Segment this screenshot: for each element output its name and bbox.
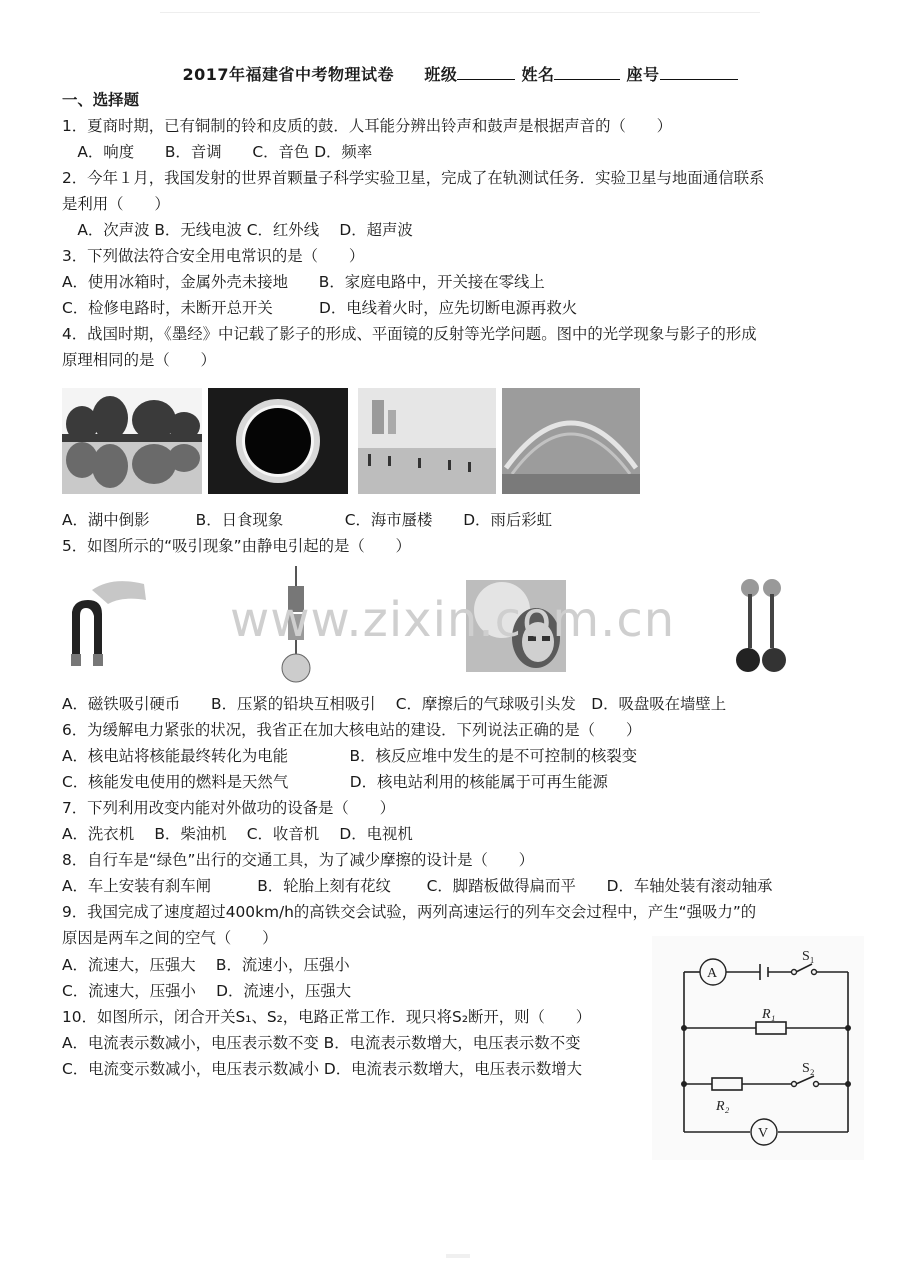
q3-options-ab: A．使用冰箱时，金属外壳未接地 B．家庭电路中，开关接在零线上 bbox=[62, 273, 545, 291]
q4-stem: 4．战国时期，《墨经》中记载了影子的形成、平面镜的反射等光学问题。图中的光学现象与影子的形成 bbox=[62, 325, 757, 343]
suction-cup-image bbox=[732, 574, 790, 678]
q6-options-cd: C．核能发电使用的燃料是天然气 D．核电站利用的核能属于可再生能源 bbox=[62, 773, 608, 791]
q7-stem: 7．下列利用改变内能对外做功的设备是（ ） bbox=[62, 799, 395, 817]
s1-label: S₁ bbox=[802, 949, 815, 964]
solar-eclipse-image bbox=[208, 388, 348, 494]
class-label: 班级 bbox=[424, 65, 458, 84]
page-footer-mark bbox=[446, 1254, 470, 1258]
q1-stem: 1．夏商时期，已有铜制的铃和皮质的鼓．人耳能分辨出铃声和鼓声是根据声音的（ ） bbox=[62, 117, 673, 135]
seat-label: 座号 bbox=[626, 65, 660, 84]
q6-options-ab: A．核电站将核能最终转化为电能 B．核反应堆中发生的是不可控制的核裂变 bbox=[62, 747, 638, 765]
r2-label: R₂ bbox=[716, 1099, 730, 1114]
circuit-diagram bbox=[652, 936, 864, 1160]
s2-label: S₂ bbox=[802, 1061, 815, 1076]
ammeter-label: A bbox=[707, 966, 718, 981]
q8-options: A．车上安装有刹车闸 B．轮胎上刻有花纹 C．脚踏板做得扁而平 D．车轴处装有滚动轴承 bbox=[62, 877, 773, 895]
mirage-image bbox=[358, 388, 496, 494]
q9-options-ab: A．流速大，压强大 B．流速小，压强小 bbox=[62, 956, 350, 974]
q4-options: A．湖中倒影 B．日食现象 C．海市蜃楼 D．雨后彩虹 bbox=[62, 511, 553, 529]
class-blank[interactable] bbox=[457, 65, 515, 80]
q10-options-ab: A．电流表示数减小，电压表示数不变 B．电流表示数增大，电压表示数不变 bbox=[62, 1034, 581, 1052]
q2-stem-cont: 是利用（ ） bbox=[62, 195, 170, 213]
exam-title bbox=[0, 62, 920, 85]
r1-label: R₁ bbox=[762, 1007, 776, 1022]
q9-stem-cont: 原因是两车之间的空气（ ） bbox=[62, 929, 278, 947]
q5-stem: 5．如图所示的“吸引现象”由静电引起的是（ ） bbox=[62, 537, 411, 555]
q3-stem: 3．下列做法符合安全用电常识的是（ ） bbox=[62, 247, 365, 265]
q4-stem-cont: 原理相同的是（ ） bbox=[62, 351, 216, 369]
q10-options-cd: C．电流变示数减小，电压表示数减小 D．电流表示数增大，电压表示数增大 bbox=[62, 1060, 582, 1078]
top-rule bbox=[160, 12, 760, 13]
section-heading: 一、选择题 bbox=[62, 91, 139, 109]
q10-stem: 10．如图所示，闭合开关S₁、S₂，电路正常工作．现只将S₂断开，则（ ） bbox=[62, 1008, 592, 1026]
q8-stem: 8．自行车是“绿色”出行的交通工具，为了减少摩擦的设计是（ ） bbox=[62, 851, 535, 869]
watermark: www.zixin.com.cn bbox=[230, 592, 676, 648]
name-label: 姓名 bbox=[521, 65, 555, 84]
q5-options: A．磁铁吸引硬币 B．压紧的铅块互相吸引 C．摩擦后的气球吸引头发 D．吸盘吸在墙壁上 bbox=[62, 695, 727, 713]
voltmeter-label: V bbox=[758, 1126, 769, 1141]
magnet-coins-image bbox=[62, 570, 152, 678]
q7-options: A．洗衣机 B．柴油机 C．收音机 D．电视机 bbox=[62, 825, 413, 843]
seat-blank[interactable] bbox=[660, 65, 738, 80]
lake-reflection-image bbox=[62, 388, 202, 494]
name-blank[interactable] bbox=[554, 65, 620, 80]
q3-options-cd: C．检修电路时，未断开总开关 D．电线着火时，应先切断电源再救火 bbox=[62, 299, 578, 317]
exam-title-text: 2017年福建省中考物理试卷 bbox=[182, 65, 394, 84]
q9-options-cd: C．流速大，压强小 D．流速小，压强大 bbox=[62, 982, 352, 1000]
q2-stem: 2．今年１月，我国发射的世界首颗量子科学实验卫星，完成了在轨测试任务．实验卫星与地面通信联系 bbox=[62, 169, 765, 187]
q2-options: A．次声波 B．无线电波 C．红外线 D．超声波 bbox=[62, 221, 413, 239]
rainbow-image bbox=[502, 388, 640, 494]
q1-options: A．响度 B．音调 C．音色 D．频率 bbox=[62, 143, 373, 161]
q9-stem: 9．我国完成了速度超过400km/h的高铁交会试验，两列高速运行的列车交会过程中，产生“强吸力”的 bbox=[62, 903, 757, 921]
q6-stem: 6．为缓解电力紧张的状况，我省正在加大核电站的建设．下列说法正确的是（ ） bbox=[62, 721, 642, 739]
